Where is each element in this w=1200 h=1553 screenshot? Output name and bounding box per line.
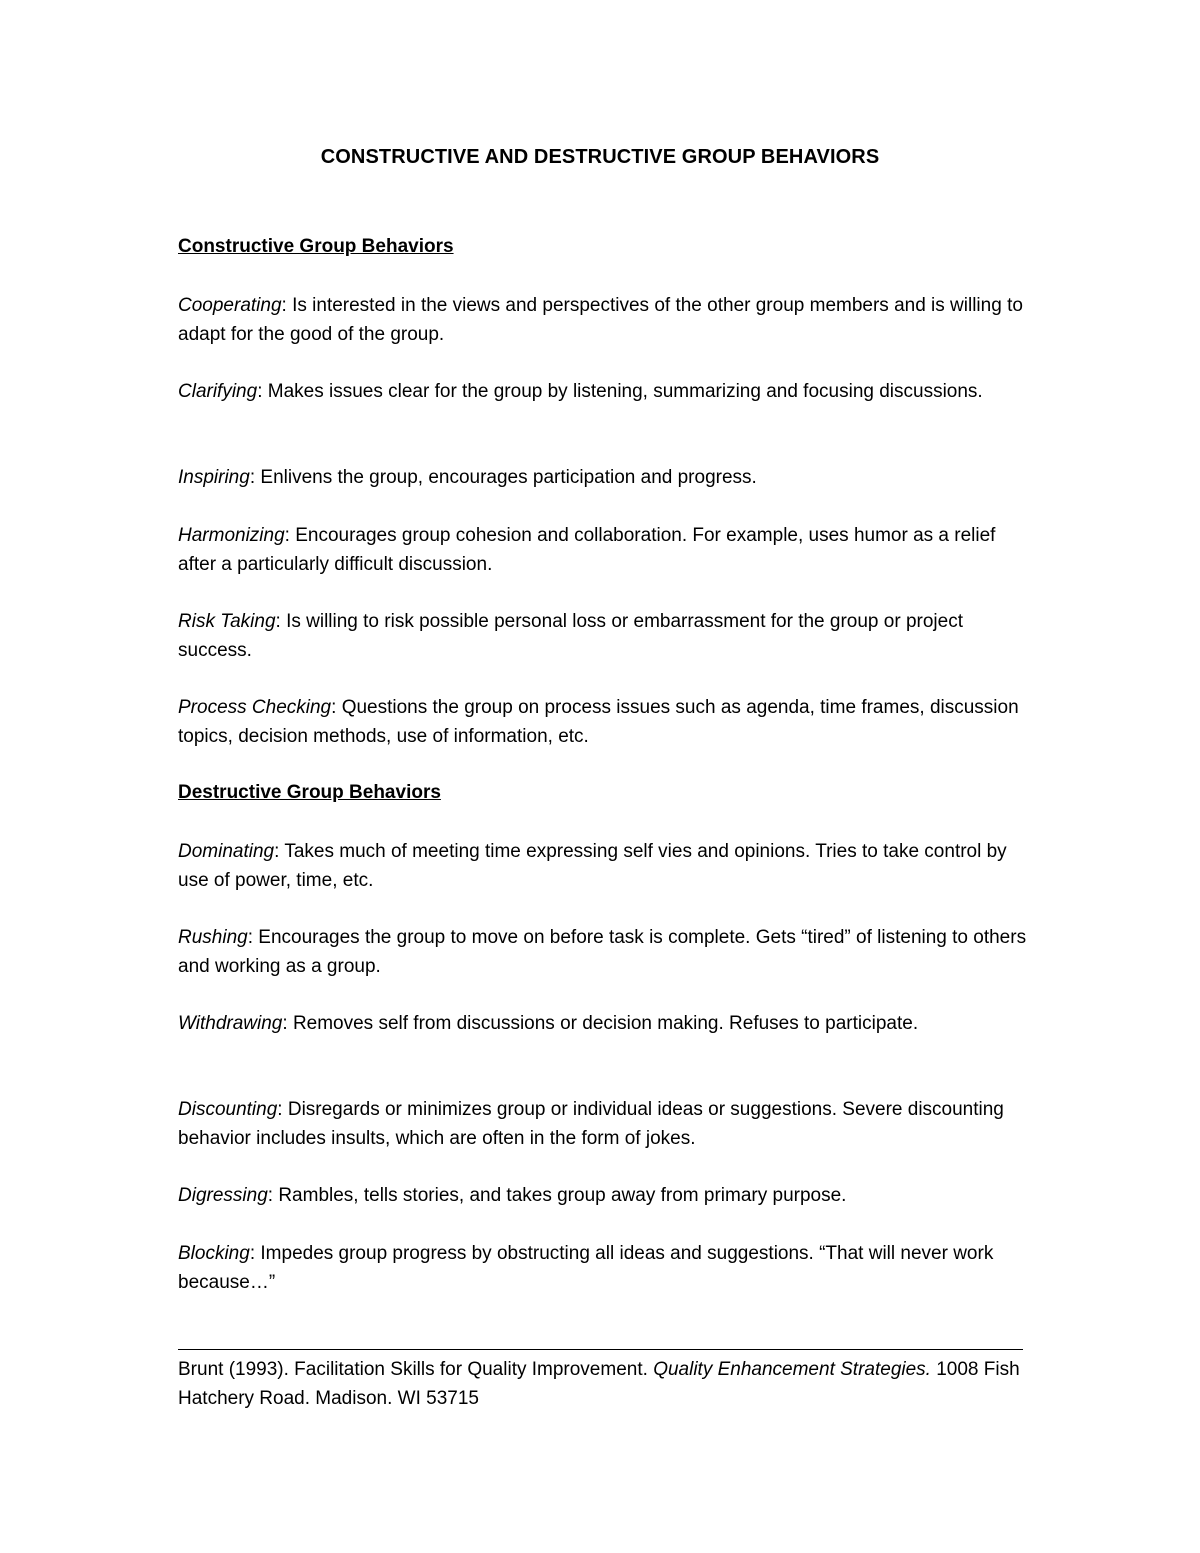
entry-description: Encourages group cohesion and collaboration. For example, uses humor as a relief after a particularly difficult discussion. [178, 525, 996, 575]
entry-separator: : [249, 1243, 261, 1264]
entry-blocking [178, 1239, 1038, 1297]
entry-term: Harmonizing [178, 525, 285, 546]
constructive-heading: Constructive Group Behaviors [178, 236, 454, 257]
citation-author-title: Brunt (1993). Facilitation Skills for Quality Improvement. [178, 1359, 654, 1380]
entry-term: Dominating [178, 841, 275, 862]
entry-withdrawing [178, 1009, 1038, 1038]
entry-separator: : [275, 611, 287, 632]
entry-separator: : [281, 295, 293, 316]
entry-rushing [178, 923, 1038, 981]
entry-harmonizing [178, 521, 1038, 579]
entry-term: Inspiring [178, 467, 250, 488]
entry-term: Clarifying [178, 381, 258, 402]
entry-term: Withdrawing [178, 1013, 283, 1034]
footnote-divider [178, 1349, 1023, 1350]
entry-description: Is interested in the views and perspectives of the other group members and is willing to adapt for the good of the group. [178, 295, 1023, 345]
entry-term: Rushing [178, 927, 248, 948]
entry-description: Makes issues clear for the group by listening, summarizing and focusing discussions. [267, 381, 983, 402]
citation-publisher: Quality Enhancement Strategies. [653, 1359, 931, 1380]
entry-description: Impedes group progress by obstructing all ideas and suggestions. “That will never work because…” [178, 1243, 994, 1293]
entry-separator: : [331, 697, 342, 718]
entry-term: Risk Taking [178, 611, 276, 632]
entry-separator: : [274, 841, 285, 862]
entry-description: Questions the group on process issues such as agenda, time frames, discussion topics, decision methods, use of information, etc. [178, 697, 1019, 747]
entry-description: Enlivens the group, encourages participation and progress. [260, 467, 757, 488]
entry-description: Encourages the group to move on before task is complete. Gets “tired” of listening to others and working as a group. [178, 927, 1027, 977]
entry-description: Rambles, tells stories, and takes group away from primary purpose. [278, 1185, 847, 1206]
entry-separator: : [249, 467, 261, 488]
citation-address: 1008 Fish Hatchery Road. Madison. WI 53715 [178, 1359, 1020, 1409]
entry-separator: : [247, 927, 259, 948]
entry-digressing [178, 1181, 1038, 1210]
entry-description: Is willing to risk possible personal loss or embarrassment for the group or project success. [178, 611, 963, 661]
entry-separator: : [284, 525, 296, 546]
entry-separator: : [282, 1013, 293, 1034]
entry-term: Process Checking [178, 697, 332, 718]
entry-process-checking [178, 693, 1038, 751]
entry-risk-taking [178, 607, 1038, 665]
entry-term: Cooperating [178, 295, 282, 316]
entry-dominating [178, 837, 1038, 895]
entry-term: Digressing [178, 1185, 268, 1206]
entry-separator: : [277, 1099, 288, 1120]
entry-description: Takes much of meeting time expressing self vies and opinions. Tries to take control by use of power, time, etc. [178, 841, 1007, 891]
entry-separator: : [257, 381, 268, 402]
entry-clarifying [178, 377, 1038, 406]
entry-description: Disregards or minimizes group or individual ideas or suggestions. Severe discounting behavior includes insults, which are often in the form of jokes. [178, 1099, 1004, 1149]
entry-term: Blocking [178, 1243, 250, 1264]
entry-term: Discounting [178, 1099, 278, 1120]
entry-discounting [178, 1095, 1038, 1153]
document-title: CONSTRUCTIVE AND DESTRUCTIVE GROUP BEHAVIORS [320, 146, 880, 168]
entry-description: Removes self from discussions or decision making. Refuses to participate. [292, 1013, 919, 1034]
destructive-heading: Destructive Group Behaviors [178, 782, 441, 803]
entry-cooperating [178, 291, 1038, 349]
entry-inspiring [178, 463, 1038, 492]
citation [178, 1355, 1038, 1413]
entry-separator: : [267, 1185, 279, 1206]
